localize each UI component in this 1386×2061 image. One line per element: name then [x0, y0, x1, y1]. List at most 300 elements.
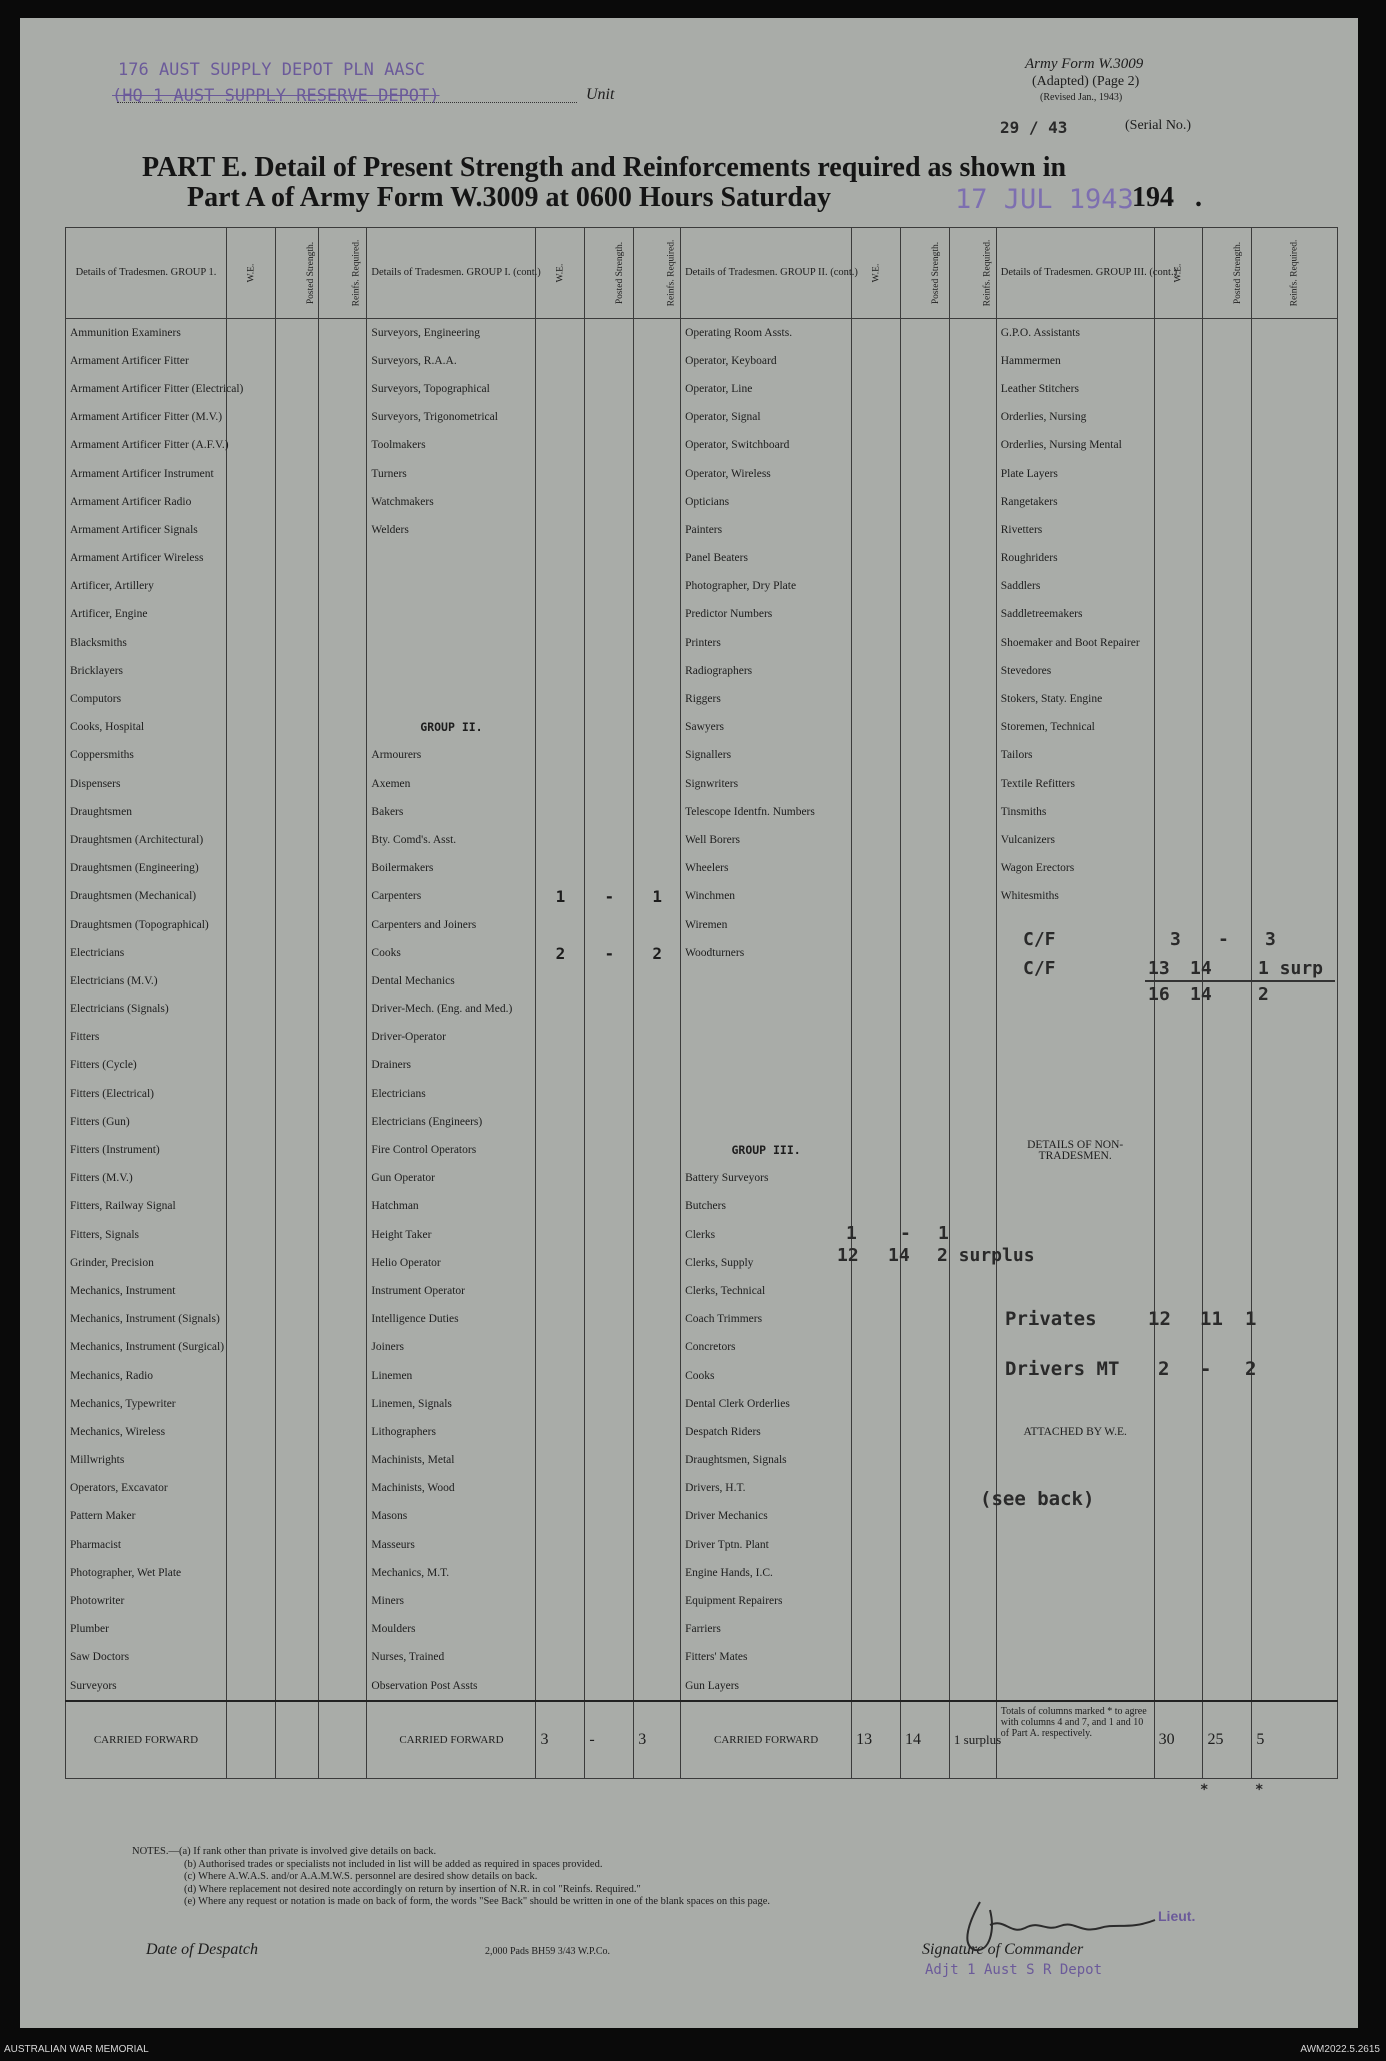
count-cell: [318, 404, 367, 432]
count-cell: [949, 855, 996, 883]
count-cell: [318, 573, 367, 601]
count-cell: [634, 1587, 681, 1615]
count-cell: [949, 460, 996, 488]
count-cell: [318, 319, 367, 348]
count-cell: [275, 573, 318, 601]
privates-label: Privates: [1005, 1308, 1097, 1330]
count-cell: [536, 516, 585, 544]
count-cell: [949, 1559, 996, 1587]
count-cell: [226, 1136, 275, 1164]
count-cell: [1252, 347, 1338, 375]
cf-b-posted: -: [585, 1701, 634, 1779]
count-cell: [1154, 488, 1203, 516]
count-cell: [1154, 1672, 1203, 1701]
count-cell: [901, 1559, 950, 1587]
count-cell: [634, 1052, 681, 1080]
cf-c-reinfs: 1 surplus: [949, 1701, 996, 1779]
count-cell: [318, 545, 367, 573]
trade-label: Toolmakers: [367, 432, 536, 460]
trade-label: ATTACHED BY W.E.: [996, 1418, 1154, 1446]
trade-label: Rangetakers: [996, 488, 1154, 516]
count-cell: [852, 1165, 901, 1193]
table-row: [66, 1559, 1338, 1587]
count-cell: [1203, 714, 1252, 742]
count-cell: [536, 1165, 585, 1193]
count-cell: [1252, 1277, 1338, 1305]
group-2-cont-header: Details of Tradesmen. GROUP II. (cont.): [681, 228, 852, 319]
count-cell: [901, 770, 950, 798]
trade-label: Computors: [66, 685, 227, 713]
trade-label: Dispensers: [66, 770, 227, 798]
count-cell: [226, 742, 275, 770]
count-cell: [585, 1616, 634, 1644]
count-cell: [949, 347, 996, 375]
count-cell: [318, 347, 367, 375]
we-header: W.E.: [226, 228, 275, 319]
count-cell: [585, 855, 634, 883]
count-cell: [852, 855, 901, 883]
count-cell: [226, 516, 275, 544]
count-cell: [318, 516, 367, 544]
trade-label: Driver-Operator: [367, 1024, 536, 1052]
trade-label: Leather Stitchers: [996, 375, 1154, 403]
signature-label: Signature of Commander: [922, 1941, 1084, 1958]
count-cell: [901, 826, 950, 854]
count-cell: [536, 855, 585, 883]
trade-label: Cooks: [681, 1362, 852, 1390]
table-row: [66, 1503, 1338, 1531]
trade-label: Operating Room Assts.: [681, 319, 852, 348]
count-cell: [318, 1362, 367, 1390]
count-cell: [1203, 883, 1252, 911]
trade-label: Surveyors, Trigonometrical: [367, 404, 536, 432]
count-cell: [949, 911, 996, 939]
count-cell: [226, 939, 275, 967]
count-cell: [226, 1024, 275, 1052]
count-cell: [1154, 1447, 1203, 1475]
count-cell: [536, 1418, 585, 1446]
count-cell: [901, 1616, 950, 1644]
count-cell: [1252, 826, 1338, 854]
count-cell: [901, 967, 950, 995]
table-row: [66, 1193, 1338, 1221]
trade-label: Fitters, Railway Signal: [66, 1193, 227, 1221]
count-cell: [275, 1165, 318, 1193]
count-cell: [536, 1193, 585, 1221]
trade-label: [996, 1531, 1154, 1559]
count-cell: [1203, 573, 1252, 601]
trade-label: [996, 1165, 1154, 1193]
trade-label: Surveyors, R.A.A.: [367, 347, 536, 375]
count-cell: [634, 1531, 681, 1559]
trade-label: Saw Doctors: [66, 1644, 227, 1672]
trade-label: [996, 1390, 1154, 1418]
note-b: (b) Authorised trades or specialists not included in list will be added as required in spaces provided.: [184, 1858, 603, 1870]
cf-c-posted: 14: [901, 1701, 950, 1779]
count-cell: [901, 573, 950, 601]
count-cell: [585, 826, 634, 854]
count-cell: [634, 1616, 681, 1644]
count-cell: [1154, 714, 1203, 742]
count-cell: [585, 460, 634, 488]
count-cell: [852, 460, 901, 488]
count-cell: [634, 1362, 681, 1390]
count-cell: [1154, 1559, 1203, 1587]
count-cell: [585, 347, 634, 375]
trade-label: Whitesmiths: [996, 883, 1154, 911]
trade-label: GROUP II.: [367, 714, 536, 742]
table-row: [66, 1136, 1338, 1164]
trade-label: Shoemaker and Boot Repairer: [996, 629, 1154, 657]
count-cell: [536, 714, 585, 742]
count-cell: [852, 545, 901, 573]
trade-label: [996, 1080, 1154, 1108]
count-cell: [634, 1193, 681, 1221]
trade-label: Orderlies, Nursing Mental: [996, 432, 1154, 460]
table-row: [66, 1108, 1338, 1136]
count-cell: [852, 1136, 901, 1164]
trade-label: Gun Layers: [681, 1672, 852, 1701]
trade-label: Draughtsmen (Engineering): [66, 855, 227, 883]
cf1-label: C/F: [1023, 929, 1056, 950]
count-cell: [634, 798, 681, 826]
count-cell: [1154, 1390, 1203, 1418]
title-line-2: Part A of Army Form W.3009 at 0600 Hours Saturday: [187, 182, 831, 213]
trade-label: G.P.O. Assistants: [996, 319, 1154, 348]
total-star: *: [1200, 1782, 1209, 1798]
trade-label: Coach Trimmers: [681, 1306, 852, 1334]
count-cell: [318, 826, 367, 854]
trade-label: Surveyors, Engineering: [367, 319, 536, 348]
count-cell: [1154, 1475, 1203, 1503]
trade-label: Blacksmiths: [66, 629, 227, 657]
count-cell: [585, 1447, 634, 1475]
trade-label: Intelligence Duties: [367, 1306, 536, 1334]
trade-label: Plumber: [66, 1616, 227, 1644]
trade-label: Signwriters: [681, 770, 852, 798]
count-cell: [1154, 1052, 1203, 1080]
trade-label: Mechanics, Instrument: [66, 1277, 227, 1305]
count-cell: [1203, 657, 1252, 685]
count-cell: [949, 404, 996, 432]
count-cell: [1154, 516, 1203, 544]
count-cell: [318, 488, 367, 516]
count-cell: [318, 770, 367, 798]
count-cell: [852, 1418, 901, 1446]
count-cell: [1154, 1165, 1203, 1193]
count-cell: [852, 657, 901, 685]
count-cell: [852, 996, 901, 1024]
table-row: [66, 1221, 1338, 1249]
count-cell: [852, 601, 901, 629]
see-back-note: (see back): [980, 1488, 1095, 1510]
trade-label: Mechanics, Instrument (Signals): [66, 1306, 227, 1334]
count-cell: [275, 347, 318, 375]
count-cell: [585, 1193, 634, 1221]
count-cell: [634, 1672, 681, 1701]
trade-label: [996, 939, 1154, 967]
count-cell: [585, 1362, 634, 1390]
trade-label: [681, 1080, 852, 1108]
count-cell: [852, 1447, 901, 1475]
count-cell: [275, 939, 318, 967]
count-cell: [634, 1024, 681, 1052]
count-cell: [1252, 1362, 1338, 1390]
count-cell: [1203, 375, 1252, 403]
count-cell: [275, 855, 318, 883]
count-cell: [1154, 826, 1203, 854]
count-cell: [275, 545, 318, 573]
count-cell: [901, 657, 950, 685]
count-cell: [275, 1221, 318, 1249]
trade-label: Tailors: [996, 742, 1154, 770]
trade-label: Masseurs: [367, 1531, 536, 1559]
note-d: (d) Where replacement not desired note accordingly on return by insertion of N.R. in col "Reinfs. Required.": [184, 1883, 641, 1895]
count-cell: [536, 319, 585, 348]
count-cell: [536, 488, 585, 516]
count-cell: [634, 375, 681, 403]
count-cell: [226, 1221, 275, 1249]
carpenters-we: 1: [536, 883, 585, 911]
trade-label: Printers: [681, 629, 852, 657]
count-cell: [852, 1306, 901, 1334]
table-row: [66, 516, 1338, 544]
count-cell: [275, 911, 318, 939]
count-cell: [585, 1024, 634, 1052]
trade-label: Telescope Identfn. Numbers: [681, 798, 852, 826]
trade-label: Carpenters and Joiners: [367, 911, 536, 939]
count-cell: [1252, 629, 1338, 657]
trade-label: Armament Artificer Radio: [66, 488, 227, 516]
count-cell: [1203, 1644, 1252, 1672]
count-cell: [318, 714, 367, 742]
count-cell: [318, 996, 367, 1024]
count-cell: [852, 798, 901, 826]
count-cell: [318, 1306, 367, 1334]
count-cell: [275, 1249, 318, 1277]
count-cell: [949, 939, 996, 967]
trade-label: Fitters (Cycle): [66, 1052, 227, 1080]
count-cell: [1203, 1108, 1252, 1136]
count-cell: [949, 742, 996, 770]
carried-forward-row: [66, 1701, 1338, 1779]
privates-posted: 11: [1200, 1308, 1223, 1330]
count-cell: [634, 1080, 681, 1108]
trade-label: Armament Artificer Fitter (Electrical): [66, 375, 227, 403]
count-cell: [1203, 347, 1252, 375]
table-row: [66, 939, 1338, 967]
count-cell: [318, 855, 367, 883]
count-cell: [536, 657, 585, 685]
trade-label: Artificer, Artillery: [66, 573, 227, 601]
trade-label: Armament Artificer Signals: [66, 516, 227, 544]
trade-label: DETAILS OF NON-TRADESMEN.: [996, 1136, 1154, 1164]
count-cell: [275, 1587, 318, 1615]
count-cell: [949, 1108, 996, 1136]
trade-label: Coppersmiths: [66, 742, 227, 770]
trade-label: Wheelers: [681, 855, 852, 883]
cf-sum-line: [1145, 980, 1335, 982]
count-cell: [634, 629, 681, 657]
count-cell: [1252, 714, 1338, 742]
trade-label: Driver Tptn. Plant: [681, 1531, 852, 1559]
count-cell: [852, 1616, 901, 1644]
count-cell: [852, 1672, 901, 1701]
trade-label: Operator, Signal: [681, 404, 852, 432]
count-cell: [901, 1475, 950, 1503]
trade-label: Helio Operator: [367, 1249, 536, 1277]
archive-caption-left: AUSTRALIAN WAR MEMORIAL: [4, 2044, 149, 2055]
count-cell: [634, 319, 681, 348]
count-cell: [949, 629, 996, 657]
table-row: [66, 1475, 1338, 1503]
trade-label: Linemen, Signals: [367, 1390, 536, 1418]
count-cell: [536, 1334, 585, 1362]
count-cell: [852, 1559, 901, 1587]
count-cell: [852, 1475, 901, 1503]
trade-label: Well Borers: [681, 826, 852, 854]
count-cell: [901, 1136, 950, 1164]
table-row: [66, 1418, 1338, 1446]
count-cell: [536, 1108, 585, 1136]
table-row: [66, 545, 1338, 573]
trade-label: Bakers: [367, 798, 536, 826]
table-row: [66, 855, 1338, 883]
cf-b-reinfs: 3: [634, 1701, 681, 1779]
count-cell: [1252, 1052, 1338, 1080]
count-cell: [1252, 516, 1338, 544]
count-cell: [852, 911, 901, 939]
count-cell: [226, 1616, 275, 1644]
group-3-cont-header: Details of Tradesmen. GROUP III. (cont.): [996, 228, 1154, 319]
count-cell: [318, 1531, 367, 1559]
count-cell: [275, 1108, 318, 1136]
unit-line: [117, 102, 577, 103]
trade-label: Signallers: [681, 742, 852, 770]
trade-label: Operator, Line: [681, 375, 852, 403]
count-cell: [585, 770, 634, 798]
count-cell: [536, 770, 585, 798]
count-cell: [585, 404, 634, 432]
count-cell: [585, 601, 634, 629]
count-cell: [226, 347, 275, 375]
trade-label: Farriers: [681, 1616, 852, 1644]
count-cell: [318, 1418, 367, 1446]
count-cell: [226, 1447, 275, 1475]
count-cell: [318, 1221, 367, 1249]
count-cell: [634, 601, 681, 629]
table-row: [66, 883, 1338, 911]
count-cell: [585, 1080, 634, 1108]
count-cell: [852, 573, 901, 601]
cf2-posted: 14: [1190, 958, 1212, 979]
trade-label: Operators, Excavator: [66, 1475, 227, 1503]
count-cell: [226, 1080, 275, 1108]
count-cell: [275, 996, 318, 1024]
trade-label: Fitters (Instrument): [66, 1136, 227, 1164]
count-cell: [226, 432, 275, 460]
total-star: *: [1255, 1782, 1264, 1798]
note-a: NOTES.—(a) If rank other than private is involved give details on back.: [132, 1846, 437, 1857]
count-cell: [226, 826, 275, 854]
cf2-we: 13: [1148, 958, 1170, 979]
count-cell: [275, 798, 318, 826]
note-c: (c) Where A.W.A.S. and/or A.A.M.W.S. personnel are desired show details on back.: [184, 1871, 538, 1882]
count-cell: [634, 1277, 681, 1305]
count-cell: [949, 685, 996, 713]
date-of-despatch-label: Date of Despatch: [146, 1941, 258, 1958]
count-cell: [226, 1503, 275, 1531]
count-cell: [1203, 1418, 1252, 1446]
count-cell: [1203, 1193, 1252, 1221]
count-cell: [585, 911, 634, 939]
count-cell: [949, 1390, 996, 1418]
trade-label: Woodturners: [681, 939, 852, 967]
group-1-header: Details of Tradesmen. GROUP 1.: [66, 228, 227, 319]
trade-label: [996, 1587, 1154, 1615]
count-cell: [275, 319, 318, 348]
table-row: [66, 1390, 1338, 1418]
count-cell: [1252, 1108, 1338, 1136]
count-cell: [634, 347, 681, 375]
trade-label: Concretors: [681, 1334, 852, 1362]
count-cell: [1252, 657, 1338, 685]
count-cell: [1203, 742, 1252, 770]
count-cell: [1252, 375, 1338, 403]
drivers-posted: -: [1200, 1358, 1212, 1380]
count-cell: [852, 1193, 901, 1221]
count-cell: [226, 911, 275, 939]
trade-label: [996, 1672, 1154, 1701]
form-sheet: [20, 18, 1358, 2028]
count-cell: [634, 1559, 681, 1587]
count-cell: [318, 1052, 367, 1080]
trade-label: Surveyors, Topographical: [367, 375, 536, 403]
trade-label: Electricians (M.V.): [66, 967, 227, 995]
count-cell: [318, 432, 367, 460]
trade-label: Stokers, Staty. Engine: [996, 685, 1154, 713]
count-cell: [949, 432, 996, 460]
count-cell: [536, 601, 585, 629]
count-cell: [318, 1616, 367, 1644]
trade-label: Mechanics, Radio: [66, 1362, 227, 1390]
count-cell: [1252, 1447, 1338, 1475]
count-cell: [226, 855, 275, 883]
table-row: [66, 1616, 1338, 1644]
count-cell: [1203, 1447, 1252, 1475]
count-cell: [949, 1334, 996, 1362]
count-cell: [949, 967, 996, 995]
count-cell: [226, 883, 275, 911]
table-row: [66, 996, 1338, 1024]
count-cell: [634, 855, 681, 883]
count-cell: [536, 1277, 585, 1305]
count-cell: [1252, 1249, 1338, 1277]
count-cell: [1154, 601, 1203, 629]
count-cell: [901, 1447, 950, 1475]
count-cell: [318, 1390, 367, 1418]
total-reinfs: 5: [1252, 1701, 1338, 1779]
count-cell: [318, 460, 367, 488]
count-cell: [634, 573, 681, 601]
count-cell: [1154, 883, 1203, 911]
trade-label: Dental Clerk Orderlies: [681, 1390, 852, 1418]
trade-label: Photowriter: [66, 1587, 227, 1615]
count-cell: [1203, 545, 1252, 573]
trade-label: [996, 911, 1154, 939]
trade-label: Draughtsmen, Signals: [681, 1447, 852, 1475]
drivers-we: 2: [1158, 1358, 1170, 1380]
